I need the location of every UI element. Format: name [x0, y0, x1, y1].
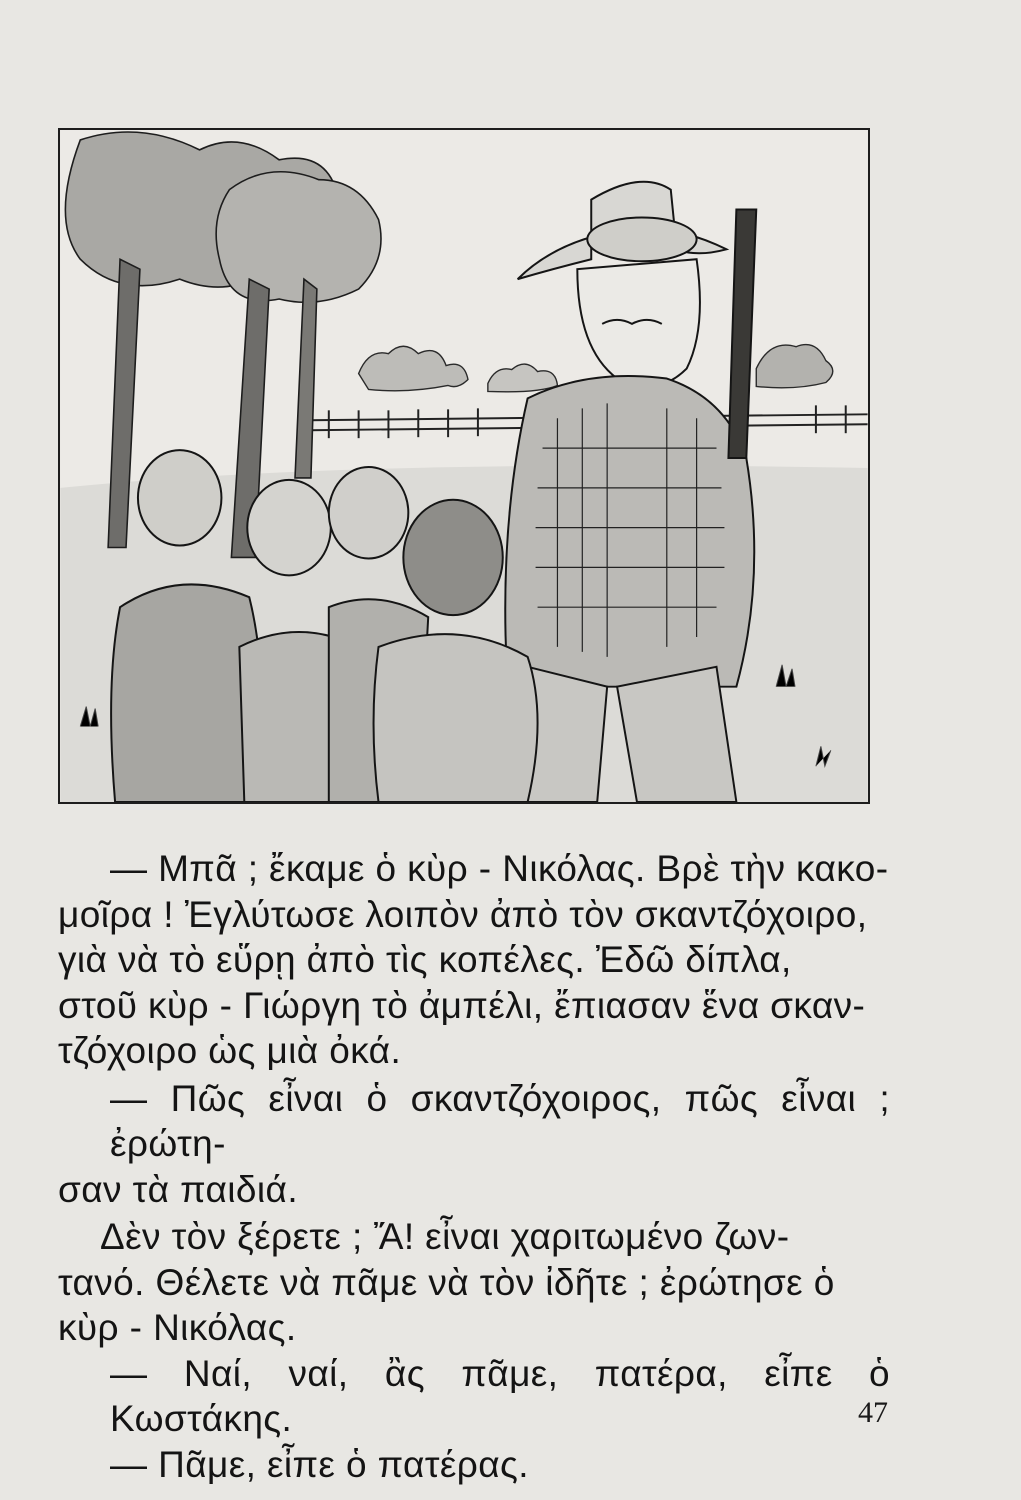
text-line: γιὰ νὰ τὸ εὕρῃ ἀπὸ τὶς κοπέλες. Ἐδῶ δίπλα,	[58, 939, 792, 980]
text-line: Δὲν τὸν ξέρετε ; Ἄ! εἶναι χαριτωμένο ζων-	[100, 1216, 790, 1257]
story-text	[58, 846, 890, 1487]
story-illustration	[58, 128, 870, 804]
text-line: κὺρ - Νικόλας.	[58, 1307, 297, 1348]
dialogue-paragraph-1	[58, 846, 890, 1074]
dialogue-paragraph-2	[58, 1076, 890, 1213]
text-line: — Πῶς εἶναι ὁ σκαντζόχοιρος, πῶς εἶναι ; ἐρώτη-	[110, 1077, 890, 1164]
text-line: τανό. Θέλετε νὰ πᾶμε νὰ τὸν ἰδῆτε ; ἐρώτησε ὁ	[58, 1261, 835, 1303]
dialogue-paragraph-4	[110, 1351, 890, 1442]
dialogue-paragraph-3	[58, 1214, 890, 1351]
text-line: — Μπᾶ ; ἔκαμε ὁ κὺρ - Νικόλας. Βρὲ τὴν κακο-	[110, 848, 889, 889]
illustration-drawing	[60, 130, 868, 802]
text-line: μοῖρα ! Ἐγλύτωσε λοιπὸν ἀπὸ τὸν σκαντζόχοιρο,	[58, 893, 868, 935]
text-line: — Ναί, ναί, ἂς πᾶμε, πατέρα, εἶπε ὁ Κωστάκης.	[110, 1352, 890, 1439]
dialogue-paragraph-5	[110, 1442, 890, 1488]
text-line: σαν τὰ παιδιά.	[58, 1168, 298, 1210]
text-line: τζόχοιρο ὡς μιὰ ὀκά.	[58, 1030, 402, 1071]
page-number: 47	[858, 1396, 888, 1429]
text-line: — Πᾶμε, εἶπε ὁ πατέρας.	[110, 1443, 529, 1485]
text-line: στοῦ κὺρ - Γιώργη τὸ ἀμπέλι, ἔπιασαν ἕνα σκαν-	[58, 984, 866, 1026]
